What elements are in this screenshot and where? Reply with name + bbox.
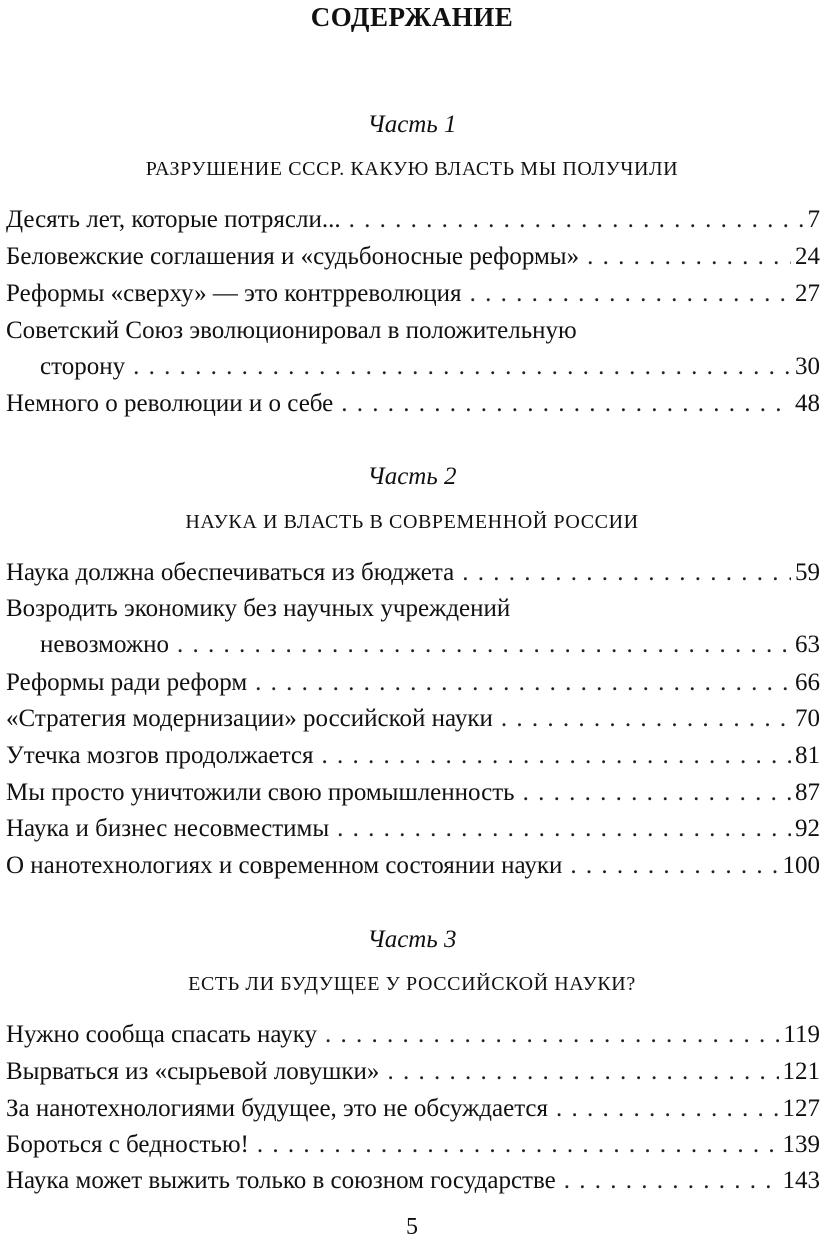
dot-leader <box>257 1128 779 1162</box>
page-number: 5 <box>406 1214 418 1240</box>
toc-entry-title: невозможно <box>40 631 169 658</box>
toc-entry-title: Беловежские соглашения и «судьбоносные реформы» <box>6 243 580 270</box>
toc-entry[interactable] <box>6 387 820 421</box>
toc-entry[interactable] <box>6 812 820 846</box>
toc-entry-page: 139 <box>782 1131 820 1158</box>
toc-entry-title: Мы просто уничтожили свою промышленность <box>6 779 515 806</box>
toc-entry-title: О нанотехнологиях и современном состоянии науки <box>6 852 563 879</box>
toc-entry-page: 63 <box>795 631 820 658</box>
toc-entry[interactable] <box>40 350 820 384</box>
dot-leader <box>564 1164 779 1198</box>
toc-entry-page: 70 <box>795 705 820 732</box>
page-title: СОДЕРЖАНИЕ <box>310 2 514 32</box>
dot-leader <box>587 240 791 274</box>
part-3-heading: ЕСТЬ ЛИ БУДУЩЕЕ У РОССИЙСКОЙ НАУКИ? <box>188 973 636 995</box>
toc-entry[interactable] <box>6 1164 820 1198</box>
toc-entry-page: 81 <box>795 742 820 769</box>
dot-leader <box>501 702 791 736</box>
toc-entry[interactable] <box>6 556 820 590</box>
toc-entry-title: Реформы ради реформ <box>6 669 248 696</box>
toc-entry[interactable] <box>6 739 820 773</box>
dot-leader <box>462 556 791 590</box>
dot-leader <box>341 387 791 421</box>
toc-entry-page: 119 <box>783 1021 820 1048</box>
dot-leader <box>470 277 791 311</box>
toc-entry-page: 27 <box>795 280 820 307</box>
dot-leader <box>337 812 791 846</box>
toc-entry-title: Утечка мозгов продолжается <box>6 742 314 769</box>
toc-entry-title: «Стратегия модернизации» российской науки <box>6 705 493 732</box>
toc-entry-page: 30 <box>795 353 820 380</box>
part-2-label: Часть 2 <box>367 463 457 490</box>
toc-entry-title-line1[interactable]: Возродить экономику без научных учреждений <box>6 595 511 622</box>
dot-leader <box>321 739 791 773</box>
toc-entry[interactable] <box>6 203 820 237</box>
dot-leader <box>387 1055 778 1089</box>
toc-entry[interactable] <box>6 1018 820 1052</box>
toc-entry[interactable] <box>6 1128 820 1162</box>
part-2-heading: НАУКА И ВЛАСТЬ В СОВРЕМЕННОЙ РОССИИ <box>185 511 639 533</box>
toc-entry-title: Вырваться из «сырьевой ловушки» <box>6 1058 380 1085</box>
toc-entry-page: 87 <box>795 779 820 806</box>
toc-entry-title: Наука и бизнес несовместимы <box>6 815 330 842</box>
toc-entry-page: 7 <box>807 206 820 233</box>
toc-entry-title: Немного о революции и о себе <box>6 390 334 417</box>
dot-leader <box>133 350 791 384</box>
toc-entry-title: Десять лет, которые потрясли... <box>6 206 341 233</box>
toc-entry-page: 24 <box>795 243 820 270</box>
toc-entry-page: 143 <box>782 1167 820 1194</box>
toc-entry[interactable] <box>6 1055 820 1089</box>
toc-entry[interactable] <box>40 628 820 662</box>
toc-entry[interactable] <box>6 1092 820 1126</box>
toc-entry[interactable] <box>6 702 820 736</box>
toc-entry-page: 66 <box>795 669 820 696</box>
toc-entry-title: сторону <box>40 353 126 380</box>
dot-leader <box>325 1018 779 1052</box>
toc-entry-title: Наука может выжить только в союзном государстве <box>6 1167 556 1194</box>
toc-entry-title-line1[interactable]: Советский Союз эволюционировал в положительную <box>6 317 577 344</box>
toc-entry-page: 121 <box>782 1058 820 1085</box>
toc-entry-page: 48 <box>795 390 820 417</box>
toc-entry-page: 127 <box>782 1095 820 1122</box>
dot-leader <box>523 776 791 810</box>
part-1-heading: РАЗРУШЕНИЕ СССР. КАКУЮ ВЛАСТЬ МЫ ПОЛУЧИЛИ <box>145 158 679 180</box>
toc-entry-page: 59 <box>795 559 820 586</box>
part-1-label: Часть 1 <box>367 111 457 138</box>
toc-entry-page: 100 <box>782 852 820 879</box>
dot-leader <box>255 666 791 700</box>
part-3-label: Часть 3 <box>367 926 457 953</box>
toc-entry-title: Наука должна обеспечиваться из бюджета <box>6 559 455 586</box>
toc-entry[interactable] <box>6 666 820 700</box>
toc-entry-title: Реформы «сверху» — это контрреволюция <box>6 280 462 307</box>
dot-leader <box>570 849 778 883</box>
dot-leader <box>177 628 791 662</box>
toc-entry-title: Нужно сообща спасать науку <box>6 1021 318 1048</box>
toc-entry-title: Бороться с бедностью! <box>6 1131 249 1158</box>
dot-leader <box>556 1092 778 1126</box>
toc-entry[interactable] <box>6 849 820 883</box>
toc-entry[interactable] <box>6 277 820 311</box>
dot-leader <box>349 203 804 237</box>
toc-entry[interactable] <box>6 240 820 274</box>
toc-entry-page: 92 <box>795 815 820 842</box>
toc-entry-title: За нанотехнологиями будущее, это не обсуждается <box>6 1095 549 1122</box>
toc-entry[interactable] <box>6 776 820 810</box>
